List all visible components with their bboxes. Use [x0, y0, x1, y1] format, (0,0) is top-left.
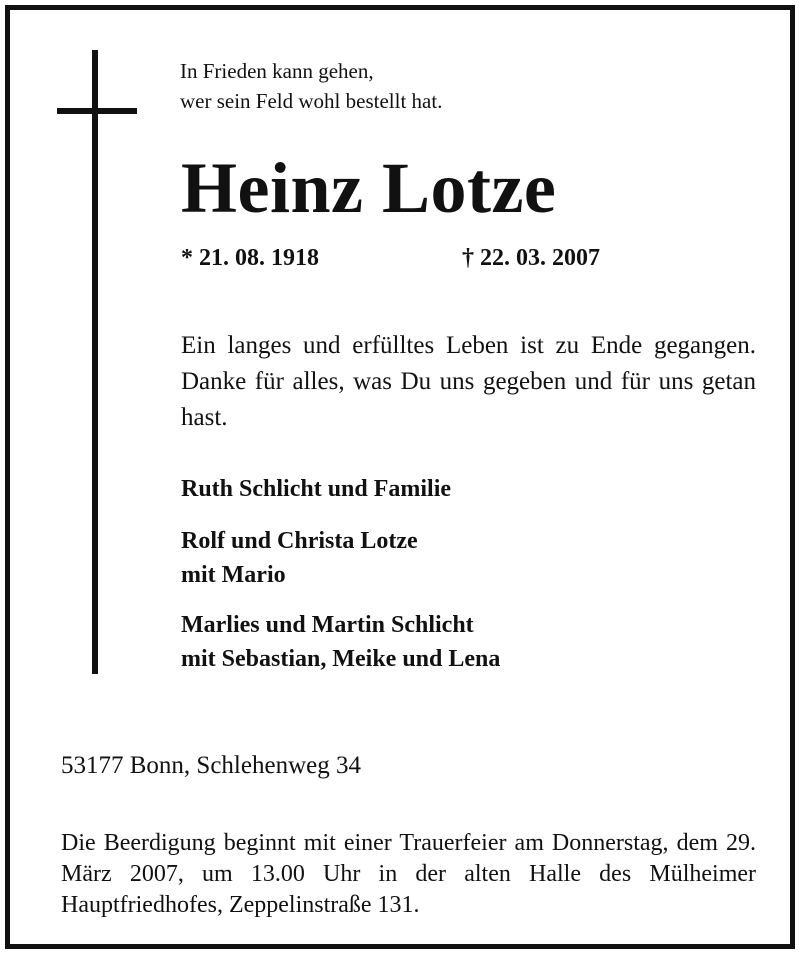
motto-line-2: wer sein Feld wohl bestellt hat. — [180, 89, 443, 113]
mourner-line: Marlies und Martin Schlicht — [181, 612, 474, 638]
mourner-line: Ruth Schlicht und Familie — [181, 476, 452, 502]
mourner-line: mit Mario — [181, 562, 286, 588]
cross-icon-vertical-bar — [92, 50, 98, 674]
deceased-name: Heinz Lotze — [181, 148, 557, 228]
motto — [180, 56, 600, 116]
mourner-group-ruth — [181, 472, 741, 506]
birth-date: * 21. 08. 1918 — [181, 245, 319, 271]
motto-line-1: In Frieden kann gehen, — [180, 59, 374, 83]
cross-icon-horizontal-bar — [57, 108, 137, 114]
mourner-group-rolf — [181, 524, 741, 592]
mourner-group-marlies — [181, 608, 741, 676]
mourner-address: 53177 Bonn, Schlehenweg 34 — [61, 752, 361, 779]
death-date: † 22. 03. 2007 — [462, 245, 600, 271]
mourner-line: Rolf und Christa Lotze — [181, 528, 418, 554]
mourner-line: mit Sebastian, Meike und Lena — [181, 646, 501, 672]
funeral-details: Die Beerdigung beginnt mit einer Trauerfeier am Donnerstag, dem 29. März 2007, um 13.00 Uhr in der alten Halle des Mülheimer Hauptfriedhofes, Zeppelinstraße 131. — [61, 830, 756, 918]
farewell-message: Ein langes und erfülltes Leben ist zu Ende gegangen. Danke für alles, was Du uns gegeben und für uns getan hast. — [181, 332, 756, 431]
obituary-notice — [5, 5, 795, 949]
